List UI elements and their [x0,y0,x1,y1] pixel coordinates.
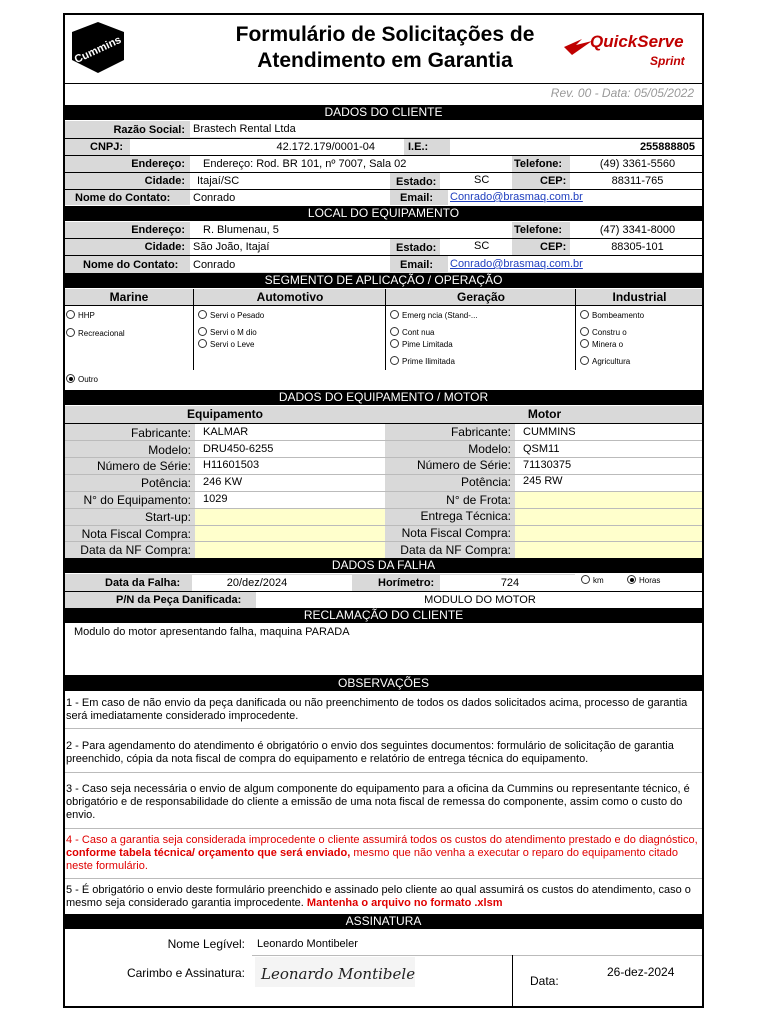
radio-bombeamento[interactable]: Bombeamento [580,310,644,321]
form-title-line2: Atendimento em Garantia [257,49,513,72]
col-marine: Marine [109,290,149,304]
motor-nf-label: Nota Fiscal Compra: [401,526,511,540]
cidade-field[interactable]: Itajaí/SC [197,175,240,187]
motor-modelo-field[interactable]: QSM11 [523,443,560,455]
radio-agricultura[interactable]: Agricultura [580,356,630,367]
local-cep-field[interactable]: 88305-101 [611,241,664,253]
equip-potencia-field[interactable]: 246 KW [203,476,243,488]
radio-servico-pesado[interactable]: Servi o Pesado [198,310,264,321]
telefone-field[interactable]: (49) 3361-5560 [599,158,676,170]
equip-numero-field[interactable]: 1029 [203,493,228,505]
nome-legivel-field[interactable]: Leonardo Montibeler [257,938,358,950]
local-cidade-label: Cidade: [144,241,185,253]
cummins-logo-text: Cummins [72,33,124,67]
obs-2: 2 - Para agendamento do atendimento é obrigatório o envio dos seguintes documentos: formulário de solicitação de garantia preenchido, cópia da nota fiscal de compra do equipamento e relatório de entrega técnica do equipamento. [66,740,674,765]
motor-fabricante-label: Fabricante: [450,425,511,439]
cnpj-label: CNPJ: [90,141,124,153]
radio-horas[interactable]: Horas [627,575,660,586]
equip-potencia-label: Potência: [140,476,191,490]
section-dados-falha: DADOS DA FALHA [65,558,702,573]
equip-data-nf-label: Data da NF Compra: [80,543,191,557]
local-email-label: Email: [400,259,434,271]
endereco-field[interactable]: Endereço: Rod. BR 101, nº 7007, Sala 02 [203,158,407,170]
local-email-link[interactable]: Conrado@brasmaq.com.br [450,258,583,270]
section-reclamacao: RECLAMAÇÃO DO CLIENTE [65,608,702,623]
ie-label: I.E.: [408,141,429,153]
local-cep-label: CEP: [540,241,567,253]
endereco-label: Endereço: [131,158,185,170]
radio-mineracao[interactable]: Minera o [580,339,623,350]
radio-hhp[interactable]: HHP [66,310,95,321]
local-contato-field[interactable]: Conrado [193,259,236,271]
cummins-logo [68,20,128,75]
reclamacao-text[interactable]: Modulo do motor apresentando falha, maquina PARADA [74,626,350,638]
obs-1: 1 - Em caso de não envio da peça danificada ou não preenchimento de todos os dados solicitados acima, processo de garantia será imediatamente considerado improcedente. [66,697,688,722]
radio-prime-ilimitada[interactable]: Prime Ilimitada [390,356,455,367]
quickserve-logo [562,25,687,70]
motor-potencia-field[interactable]: 245 RW [523,475,563,487]
section-local-equipamento: LOCAL DO EQUIPAMENTO [65,206,702,221]
form-title-line1: Formulário de Solicitações de [235,23,535,46]
nome-legivel-label: Nome Legível: [167,937,245,951]
email-label: Email: [400,192,434,204]
motor-data-nf-label: Data da NF Compra: [400,543,511,557]
motor-modelo-label: Modelo: [468,442,511,456]
local-contato-label: Nome do Contato: [83,259,179,271]
cep-label: CEP: [540,175,567,187]
horimetro-label: Horímetro: [378,577,435,589]
revision-text: Rev. 00 - Data: 05/05/2022 [550,86,694,100]
radio-continua[interactable]: Cont nua [390,327,434,338]
obs-4: 4 - Caso a garantia seja considerada improcedente o cliente assumirá todos os custos do atendimento prestado e do diagnóstico, conforme tabela técnica/ orçamento que será enviado, mesmo que não venha a executar o reparo do equipamento citado neste formulário. [66,834,698,872]
radio-outro[interactable]: Outro [66,374,98,385]
local-estado-field[interactable]: SC [474,240,490,252]
col-geracao: Geração [456,290,506,304]
section-dados-cliente: DADOS DO CLIENTE [65,105,702,120]
obs-3: 3 - Caso seja necessária o envio de algum componente do equipamento para a oficina da Cummins ou representante técnico, é obrigatório e de responsabilidade do cliente a emissão de uma nota fiscal de remessa do componente, assim como o custo do envio. [66,783,690,821]
falha-data-label: Data da Falha: [105,577,181,589]
section-assinatura: ASSINATURA [65,914,702,929]
local-endereco-field[interactable]: R. Blumenau, 5 [203,224,279,236]
cep-field[interactable]: 88311-765 [611,175,664,187]
obs-5: 5 - É obrigatório o envio deste formulário preenchido e assinado pelo cliente ao qual assumirá os custos do atendimento, caso o mesmo seja considerado garantia improcedente. Mantenha o arquivo no formato .xlsm [66,884,691,909]
sprint-logo-text: Sprint [650,54,685,68]
peca-label: P/N da Peça Danificada: [116,594,242,606]
equip-numero-label: N° do Equipamento: [83,493,191,507]
horimetro-field[interactable]: 724 [500,577,520,589]
carimbo-label: Carimbo e Assinatura: [126,966,245,980]
contato-label: Nome do Contato: [75,192,171,204]
equip-serie-label: Número de Série: [96,459,191,473]
motor-serie-field[interactable]: 71130375 [523,459,572,471]
radio-servico-leve[interactable]: Servi o Leve [198,339,254,350]
section-equipamento-motor: DADOS DO EQUIPAMENTO / MOTOR [65,390,702,405]
estado-field[interactable]: SC [474,174,490,186]
motor-entrega-label: Entrega Técnica: [420,509,511,523]
section-observacoes: OBSERVAÇÕES [65,676,702,691]
motor-fabricante-field[interactable]: CUMMINS [523,426,576,438]
local-telefone-label: Telefone: [514,224,563,236]
motor-serie-label: Número de Série: [416,458,511,472]
signature-image[interactable] [255,957,415,987]
radio-construcao[interactable]: Constru o [580,327,627,338]
cidade-label: Cidade: [144,175,185,187]
radio-prime-limitada[interactable]: Pime Limitada [390,339,453,350]
radio-emergencia[interactable]: Emerg ncia (Stand-... [390,310,478,321]
section-segmento: SEGMENTO DE APLICAÇÃO / OPERAÇÃO [65,273,702,288]
col-industrial: Industrial [612,290,667,304]
local-telefone-field[interactable]: (47) 3341-8000 [599,224,676,236]
signature-text: Leonardo Montibeler [261,965,415,983]
assinatura-data-label: Data: [530,974,559,988]
equip-fabricante-label: Fabricante: [130,426,191,440]
motor-frota-label: N° de Frota: [446,493,511,507]
motor-potencia-label: Potência: [460,475,511,489]
radio-km[interactable]: km [581,575,604,586]
email-link[interactable]: Conrado@brasmaq.com.br [450,191,583,203]
equip-fabricante-field[interactable]: KALMAR [203,426,249,438]
local-estado-label: Estado: [396,242,437,254]
contato-field[interactable]: Conrado [193,192,236,204]
equip-modelo-field[interactable]: DRU450-6255 [203,443,274,455]
col-motor: Motor [527,407,562,421]
equip-modelo-label: Modelo: [148,443,191,457]
equip-serie-field[interactable]: H11601503 [203,459,260,471]
assinatura-data-field[interactable]: 26-dez-2024 [607,965,675,979]
peca-field[interactable]: MODULO DO MOTOR [424,594,536,606]
quickserve-logo-text: QuickServe [590,32,684,51]
telefone-label: Telefone: [514,158,563,170]
radio-servico-medio[interactable]: Servi o M dio [198,327,257,338]
ie-field[interactable]: 255888805 [639,141,695,153]
local-endereco-label: Endereço: [131,224,185,236]
radio-recreacional[interactable]: Recreacional [66,328,125,339]
col-equipamento: Equipamento [186,407,263,421]
razao-label: Razão Social: [113,124,185,136]
cnpj-field[interactable]: 42.172.179/0001-04 [276,141,375,153]
col-automotivo: Automotivo [256,290,324,304]
falha-data-field[interactable]: 20/dez/2024 [226,577,288,589]
local-cidade-field[interactable]: São João, Itajaí [193,241,270,253]
razao-field[interactable]: Brastech Rental Ltda [193,123,296,135]
estado-label: Estado: [396,176,437,188]
equip-nf-label: Nota Fiscal Compra: [81,527,191,541]
equip-startup-label: Start-up: [144,510,191,524]
